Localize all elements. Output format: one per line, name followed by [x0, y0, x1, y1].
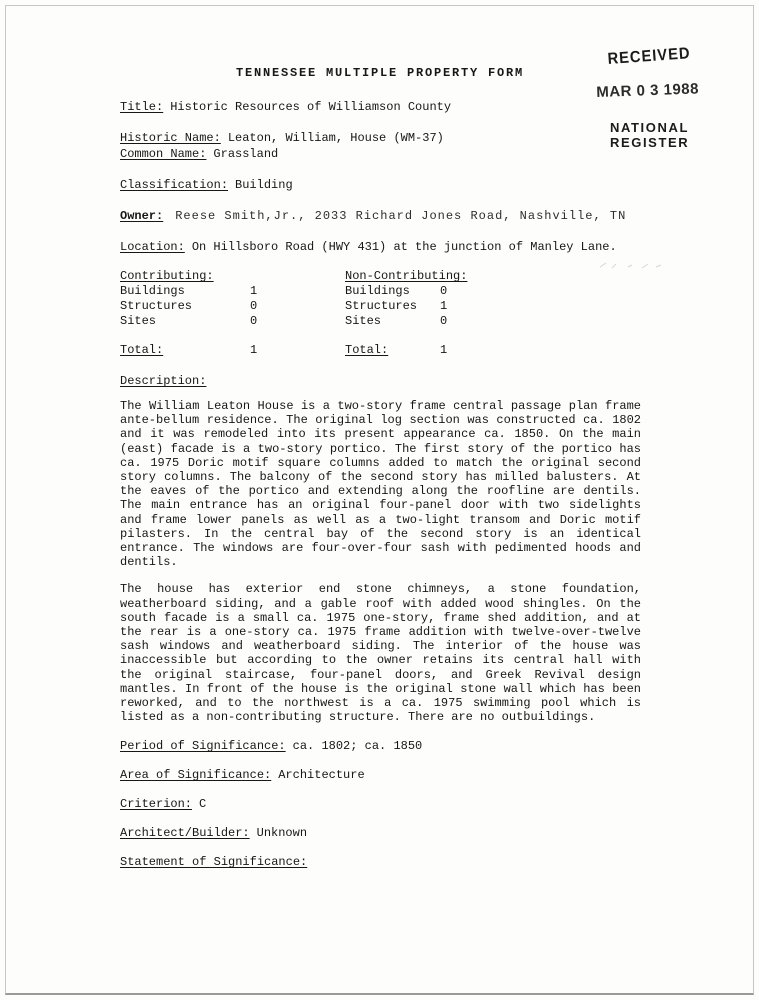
- contributing-header: Contributing:: [120, 269, 214, 283]
- field-common-name: [120, 147, 640, 162]
- counts-row-sites: [120, 314, 640, 329]
- field-historic-name: [120, 131, 640, 146]
- field-owner-label: Owner:: [120, 209, 164, 223]
- description-paragraph-1: The William Leaton House is a two-story frame central passage plan frame ante-bellum residence. The original log section was constructed ca. 1802 and it was remodeled into its present appearance ca. 1850. On the main (east) facade is a two-story portico. The first story of the portico has ca. 1975 Doric motif square columns added to match the original second story columns. The balcony of the second story has milled balusters. At the eaves of the portico and extending along the roofline are dentils. The main entrance has an original four-panel door with two sidelights and frame lower panels as well as a two-light transom and Doric motif pilasters. In the central bay of the second story is an identical entrance. The windows are four-over-four sash with pedimented hoods and dentils.: [120, 399, 641, 570]
- field-title-value: Historic Resources of Williamson County: [170, 100, 452, 114]
- field-criterion: [120, 797, 640, 812]
- architect-builder-value: Unknown: [256, 826, 308, 841]
- statement-of-significance-label: Statement of Significance:: [120, 855, 308, 870]
- area-of-significance-value: Architecture: [278, 768, 365, 783]
- contributing-total-label: Total:: [120, 343, 164, 357]
- field-location-label: Location:: [120, 240, 185, 254]
- description-label: Description:: [120, 374, 207, 388]
- contributing-sites-label: Sites: [120, 314, 157, 328]
- counts-row-structures: [120, 299, 640, 314]
- counts-header-row: [120, 269, 640, 284]
- field-common-name-label: Common Name:: [120, 147, 207, 161]
- non-contributing-total-label: Total:: [345, 343, 389, 357]
- counts-table: [120, 269, 640, 358]
- non-contributing-sites-label: Sites: [345, 314, 382, 328]
- field-owner-value: Reese Smith,Jr., 2033 Richard Jones Road, Nashville, TN: [175, 209, 627, 223]
- contributing-structures-label: Structures: [120, 299, 193, 313]
- period-of-significance-label: Period of Significance:: [120, 739, 286, 754]
- contributing-sites-value: 0: [250, 314, 258, 328]
- field-title-label: Title:: [120, 100, 164, 114]
- non-contributing-sites-value: 0: [440, 314, 448, 328]
- architect-builder-label: Architect/Builder:: [120, 826, 250, 841]
- field-period-of-significance: [120, 739, 640, 754]
- page-title: TENNESSEE MULTIPLE PROPERTY FORM: [235, 66, 525, 80]
- period-of-significance-value: ca. 1802; ca. 1850: [292, 739, 423, 754]
- field-owner: [120, 209, 640, 224]
- description-heading: [120, 374, 640, 389]
- criterion-value: C: [199, 797, 207, 812]
- contributing-total-value: 1: [250, 343, 258, 357]
- non-contributing-header: Non-Contributing:: [345, 269, 468, 283]
- field-title: [120, 100, 640, 115]
- received-stamp: RECEIVED: [607, 44, 692, 69]
- non-contributing-buildings-label: Buildings: [345, 284, 410, 298]
- contributing-buildings-value: 1: [250, 284, 258, 298]
- contributing-structures-value: 0: [250, 299, 258, 313]
- non-contributing-buildings-value: 0: [440, 284, 448, 298]
- field-classification: [120, 178, 640, 193]
- field-statement-of-significance: [120, 855, 640, 870]
- field-historic-name-value: Leaton, William, House (WM-37): [227, 131, 444, 145]
- non-contributing-structures-value: 1: [440, 299, 448, 313]
- non-contributing-total-value: 1: [440, 343, 448, 357]
- spacer: [250, 269, 345, 284]
- description-paragraph-2: The house has exterior end stone chimneys, a stone foundation, weatherboard siding, and a gable roof with added wood shingles. On the south facade is a small ca. 1975 one-story, frame shed addition, and at the rear is a one-story ca. 1975 frame addition with twelve-over-twelve sash windows and weatherboard siding. The interior of the house was inaccessible but according to the owner retains its central hall with the original staircase, four-panel doors, and Greek Revival design mantles. In front of the house is the original stone wall which has been reworked, and to the northwest is a ca. 1975 swimming pool which is listed as a non-contributing structure. There are no outbuildings.: [120, 582, 641, 725]
- field-classification-value: Building: [235, 178, 293, 192]
- non-contributing-structures-label: Structures: [345, 299, 418, 313]
- contributing-buildings-label: Buildings: [120, 284, 185, 298]
- area-of-significance-label: Area of Significance:: [120, 768, 272, 783]
- national-register-line2: REGISTER: [610, 135, 690, 150]
- national-register-line1: NATIONAL: [610, 120, 689, 135]
- criterion-label: Criterion:: [120, 797, 193, 812]
- field-classification-label: Classification:: [120, 178, 229, 192]
- date-stamp: MAR 0 3 1988: [596, 80, 700, 101]
- field-location-value: On Hillsboro Road (HWY 431) at the junction of Manley Lane.: [191, 240, 617, 254]
- field-common-name-value: Grassland: [213, 147, 279, 161]
- field-architect-builder: [120, 826, 640, 841]
- counts-total-row: [120, 343, 640, 358]
- field-area-of-significance: [120, 768, 640, 783]
- field-location: [120, 240, 640, 255]
- counts-row-buildings: [120, 284, 640, 299]
- field-historic-name-label: Historic Name:: [120, 131, 221, 145]
